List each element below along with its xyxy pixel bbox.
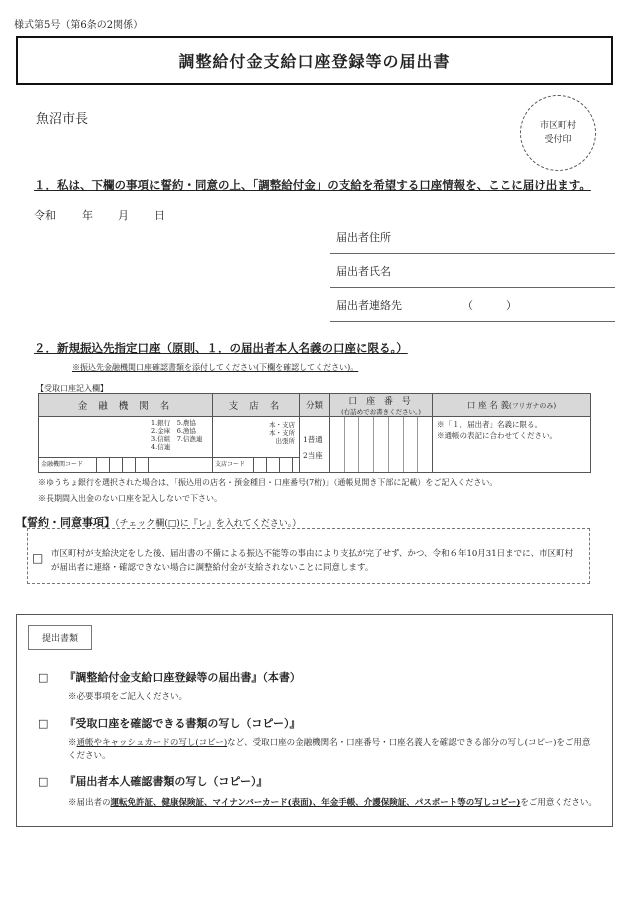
date-row[interactable]	[34, 207, 165, 223]
bank-code-label: 金融機関コード	[41, 461, 84, 468]
contact-paren: （ ）	[462, 298, 517, 312]
form-number: 様式第5号（第6条の2関係）	[14, 20, 144, 31]
branch-name-cell[interactable]	[213, 417, 300, 473]
branch-code-spacer	[292, 458, 299, 472]
bank-code-box[interactable]	[122, 458, 135, 472]
doc-item-3-note-post: をご用意ください。	[520, 798, 597, 808]
digit-box[interactable]	[417, 417, 432, 472]
digit-box[interactable]	[403, 417, 418, 472]
account-number-title: 口 座 番 号	[348, 397, 414, 407]
name-label: 届出者氏名	[336, 264, 391, 278]
attach-note: ※振込先金融機関口座確認書類を添付してください(下欄を確認してください)。	[72, 363, 359, 372]
digit-box[interactable]	[330, 417, 344, 472]
branch-code-row[interactable]	[213, 457, 299, 472]
doc-item-2-note-underlined: 通帳やキャッシュカードの写し(コピー)	[76, 738, 228, 748]
doc-item-2-note-post: など、受取口座の金融機関名・口座番号・口座名義人を確認できる部分の写し(コピー)をご用意ください。	[68, 738, 591, 761]
account-table	[38, 393, 591, 473]
holder-title: 口 座 名 義	[466, 401, 509, 411]
bank-type-3: 3.信組 7.信漁連	[151, 435, 203, 443]
bank-code-box[interactable]	[96, 458, 109, 472]
holder-sub: (フリガナのみ)	[508, 402, 557, 410]
account-number-cell[interactable]	[330, 417, 433, 473]
contact-label: 届出者連絡先	[336, 298, 402, 312]
stamp-line1: 市区町村	[539, 121, 576, 131]
addressee: 魚沼市長	[36, 112, 89, 127]
class-current[interactable]: 2当座	[303, 451, 323, 460]
holder-name-cell[interactable]	[433, 417, 591, 473]
doc-item-2-label: 『受取口座を確認できる書類の写し（コピー）』	[64, 717, 301, 730]
doc-item-3-note-underlined: 運転免許証、健康保険証、マイナンバーカード(表面)、年金手帳、介護保険証、パスポート等の写しコピー)	[110, 798, 521, 808]
bank-type-2: 2.金庫 6.漁協	[151, 427, 196, 435]
doc-item-2-note-pre: ※	[68, 738, 77, 748]
holder-note-1: ※「１．届出者」名義に限る。	[437, 420, 542, 429]
class-header: 分類	[300, 394, 330, 417]
bank-type-4: 4.信連	[151, 443, 171, 451]
bank-code-box[interactable]	[109, 458, 122, 472]
branch-code-box[interactable]	[253, 458, 266, 472]
doc-item-2-checkbox[interactable]: □	[38, 717, 49, 730]
contact-field[interactable]	[330, 288, 615, 322]
account-class-cell[interactable]	[300, 417, 330, 473]
date-day: 日	[154, 209, 165, 222]
documents-label: 提出書類	[28, 625, 92, 650]
doc-item-1-checkbox[interactable]: □	[38, 671, 49, 684]
account-number-sub: (右詰めでお書きください。)	[341, 408, 421, 416]
bank-header: 金 融 機 関 名	[39, 394, 213, 417]
address-label: 届出者住所	[336, 230, 391, 244]
doc-item-3-label: 『届出者本人確認書類の写し（コピー）』	[64, 775, 268, 788]
branch-type-list	[213, 417, 299, 445]
branch-code-label: 支店コード	[215, 461, 246, 468]
reception-stamp-area	[520, 95, 596, 171]
branch-code-box[interactable]	[279, 458, 292, 472]
account-table-label: 【受取口座記入欄】	[36, 384, 108, 393]
date-era: 令和	[34, 209, 56, 222]
branch-type-2: 本・支所	[269, 429, 295, 437]
form-title: 調整給付金支給口座登録等の届出書	[16, 36, 613, 85]
doc-item-3-note-pre: ※届出者の	[68, 798, 111, 808]
bank-code-row[interactable]	[39, 457, 212, 472]
branch-header: 支 店 名	[213, 394, 300, 417]
holder-header	[433, 394, 591, 417]
bank-name-cell[interactable]	[39, 417, 213, 473]
pledge-checkbox[interactable]: □	[32, 551, 44, 565]
class-ordinary[interactable]: 1普通	[303, 435, 323, 444]
branch-type-3: 出張所	[275, 437, 295, 445]
digit-box[interactable]	[344, 417, 359, 472]
digit-box[interactable]	[373, 417, 388, 472]
doc-item-1-label: 『調整給付金支給口座登録等の届出書』（本書）	[64, 671, 301, 684]
branch-code-box[interactable]	[266, 458, 279, 472]
footnote-dormant: ※長期間入出金のない口座を記入しないで下さい。	[38, 494, 222, 503]
pledge-title-bold: 【誓約・同意事項】	[16, 516, 115, 529]
doc-item-2-note	[68, 737, 598, 763]
date-year: 年	[82, 209, 93, 222]
holder-note-2: ※通帳の表記に合わせてください。	[437, 431, 557, 440]
digit-box[interactable]	[358, 417, 373, 472]
account-number-digits[interactable]	[330, 417, 432, 472]
section2-heading: ２．新規振込先指定口座（原則、１．の届出者本人名義の口座に限る。）	[34, 341, 408, 355]
account-number-header	[330, 394, 433, 417]
bank-type-1: 1.銀行 5.農協	[151, 419, 196, 427]
doc-item-1-title	[38, 669, 301, 685]
stamp-line2: 受付印	[544, 135, 572, 145]
date-month: 月	[118, 209, 129, 222]
bank-code-spacer	[148, 458, 212, 472]
doc-item-2-title	[38, 715, 300, 731]
doc-item-1-note	[68, 691, 598, 704]
doc-item-3-title	[38, 773, 267, 789]
pledge-title-rest: （チェック欄(□)に『レ』を入れてください。）	[115, 519, 302, 529]
doc-item-3-checkbox[interactable]: □	[38, 775, 49, 788]
section1-heading: １．私は、下欄の事項に誓約・同意の上、「調整給付金」の支給を希望する口座情報を、ここに届け出ます。	[34, 178, 591, 192]
pledge-text: 市区町村が支給決定をした後、届出書の不備による振込不能等の事由により支払が完了せず、かつ、令和６年10月31日までに、市区町村が届出者に連絡・確認できない場合に調整給付金が支給されないことに同意します。	[51, 549, 574, 573]
digit-box[interactable]	[388, 417, 403, 472]
bank-type-list	[39, 417, 212, 451]
doc-item-1-note-text: ※必要事項をご記入ください。	[68, 692, 188, 702]
bank-code-box[interactable]	[135, 458, 148, 472]
doc-item-3-note	[68, 797, 598, 810]
address-field[interactable]	[330, 220, 615, 254]
name-field[interactable]	[330, 254, 615, 288]
branch-type-1: 本・支店	[269, 421, 295, 429]
footnote-yucho: ※ゆうちょ銀行を選択された場合は、「振込用の店名・預金種目・口座番号(7桁)」（通帳見開き下部に記載）をご記入ください。	[38, 478, 498, 487]
